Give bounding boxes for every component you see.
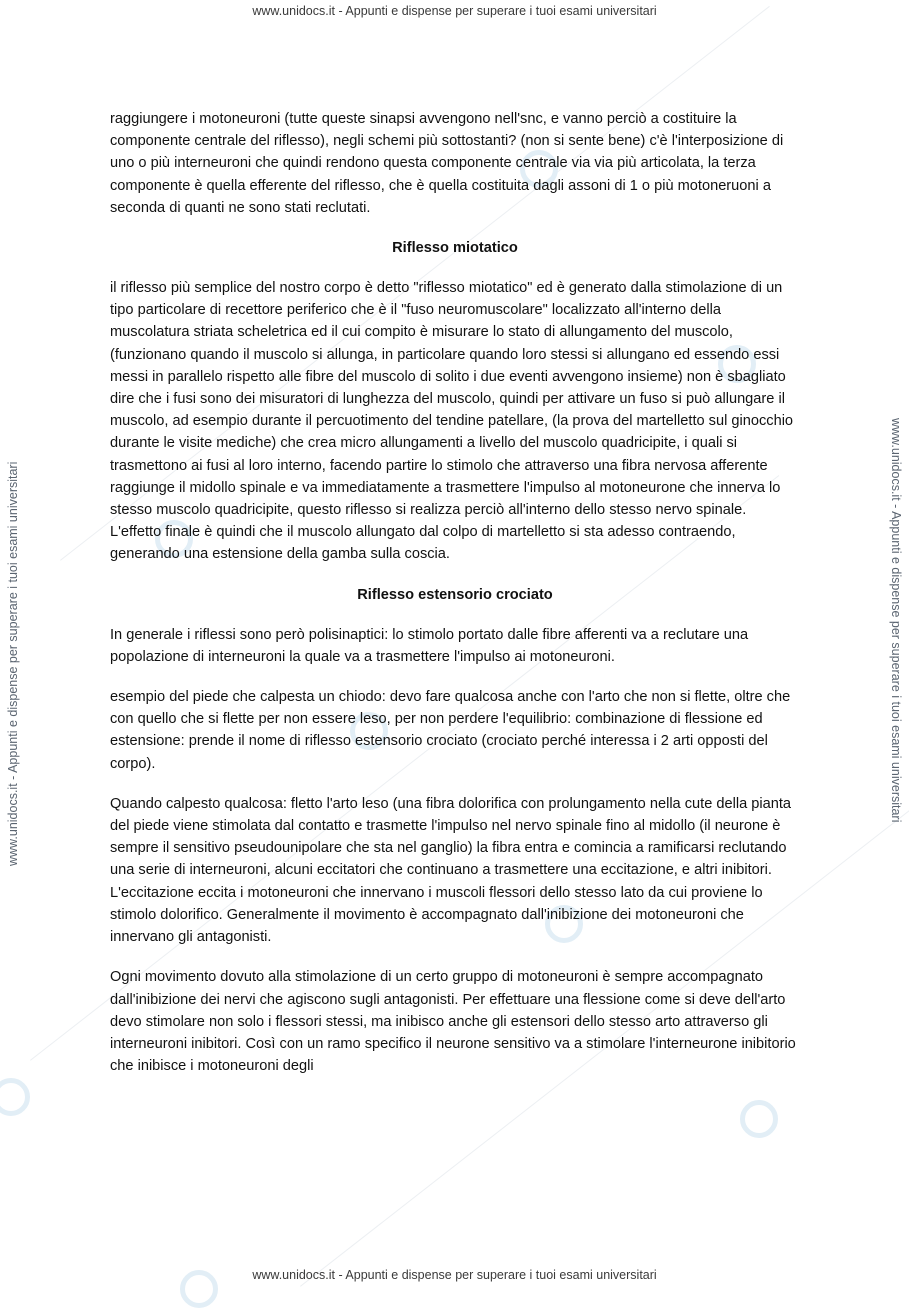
paragraph: Quando calpesto qualcosa: fletto l'arto leso (una fibra dolorifica con prolungamento nella cute della pianta del piede viene stimolata dal contatto e trasmette l'impulso nel nervo spinale fino al midollo (il neurone è sempre il sensitivo pseudounipolare che sta nel ganglio) la fibra entra e comincia a ramificarsi reclutando una serie di interneuroni, alcuni eccitatori che continuano a trasmettere una eccitazione, e altri inibitori. L'eccitazione eccita i motoneuroni che innervano i muscoli flessori dello stesso lato da cui proviene lo stimolo dolorifico. Generalmente il movimento è accompagnato dall'inibizione dei motoneuroni che innervano gli antagonisti. — [110, 795, 792, 946]
paragraph: Ogni movimento dovuto alla stimolazione di un certo gruppo di motoneuroni è sempre accompagnato dall'inibizione dei nervi che agiscono sugli antagonisti. Per effettuare una flessione come si deve dell'arto devo stimolare non solo i flessori stessi, ma inibisco anche gli estensori dello stesso arto attraverso gli interneuroni inibitori. Così con un ramo specifico il neurone sensitivo va a stimolare l'interneurone inibitorio che inibisce i motoneuroni degli — [110, 969, 796, 1075]
watermark-header: www.unidocs.it - Appunti e dispense per superare i tuoi esami universitari — [252, 4, 657, 18]
watermark-logo-icon — [0, 1078, 30, 1116]
watermark-logo-icon — [740, 1100, 778, 1138]
document-body — [110, 108, 800, 1095]
watermark-footer: www.unidocs.it - Appunti e dispense per superare i tuoi esami universitari — [252, 1268, 657, 1282]
paragraph: esempio del piede che calpesta un chiodo: devo fare qualcosa anche con l'arto che non si flette, oltre che con quello che si flette per non essere leso, per non perdere l'equilibrio: combinazione di flessione ed estensione: prende il nome di riflesso estensorio crociato (crociato perché interessa i 2 arti opposti del corpo). — [110, 689, 791, 772]
paragraph: raggiungere i motoneuroni (tutte queste sinapsi avvengono nell'snc, e vanno perciò a costituire la componente centrale del riflesso), negli schemi più sottostanti? (non si sente bene) c'è l'interposizione di uno o più interneuroni che quindi rendono questa componente centrale via via più articolata, la terza componente è quella efferente del riflesso, che è quella costituita dagli assoni di 1 o più motoneruoni a seconda di quanti ne sono stati reclutati. — [110, 111, 784, 216]
section-heading: Riflesso estensorio crociato — [357, 586, 553, 603]
paragraph: In generale i riflessi sono però polisinaptici: lo stimolo portato dalle fibre afferenti va a reclutare una popolazione di interneuroni la quale va a trasmettere l'impulso ai motoneuroni. — [110, 626, 749, 665]
watermark-side-right-text: www.unidocs.it - Appunti e dispense per superare i tuoi esami universitari — [889, 418, 903, 823]
paragraph: il riflesso più semplice del nostro corpo è detto "riflesso miotatico" ed è generato dalla stimolazione di un tipo particolare di recettore periferico che è il "fuso neuromuscolare" localizzato all'interno della muscolatura striata scheletrica ed il cui compito è misurare lo stato di allungamento del muscolo, (funzionano quando il muscolo si allunga, in particolare quando loro stessi si allungano ed essendo essi messi in parallelo rispetto alle fibre del muscolo di solito i due eventi avvengono insieme) non è sbagliato dire che i fusi sono dei misuratori di lunghezza del muscolo, quindi per attivare un fuso si può allungare il muscolo, ad esempio durante il percuotimento del tendine patellare, (la prova del martelletto sul ginocchio durante le visite mediche) che crea micro allungamenti a livello del muscolo quadricipite, i quali si trasmettono ai fusi al loro interno, facendo partire lo stimolo che attraverso una fibra nervosa afferente raggiunge il midollo spinale e va immediatamente a trasmettere l'impulso al motoneurone che innerva lo stesso muscolo quadricipite, questo riflesso si realizza perciò all'interno dello stesso nervo spinale. L'effetto finale è quindi che il muscolo allungato dal colpo di martelletto si sta adesso contraendo, generando una estensione della gamba sulla coscia. — [110, 280, 794, 563]
watermark-side-left-text: www.unidocs.it - Appunti e dispense per superare i tuoi esami universitari — [6, 461, 20, 866]
section-heading: Riflesso miotatico — [392, 240, 518, 257]
